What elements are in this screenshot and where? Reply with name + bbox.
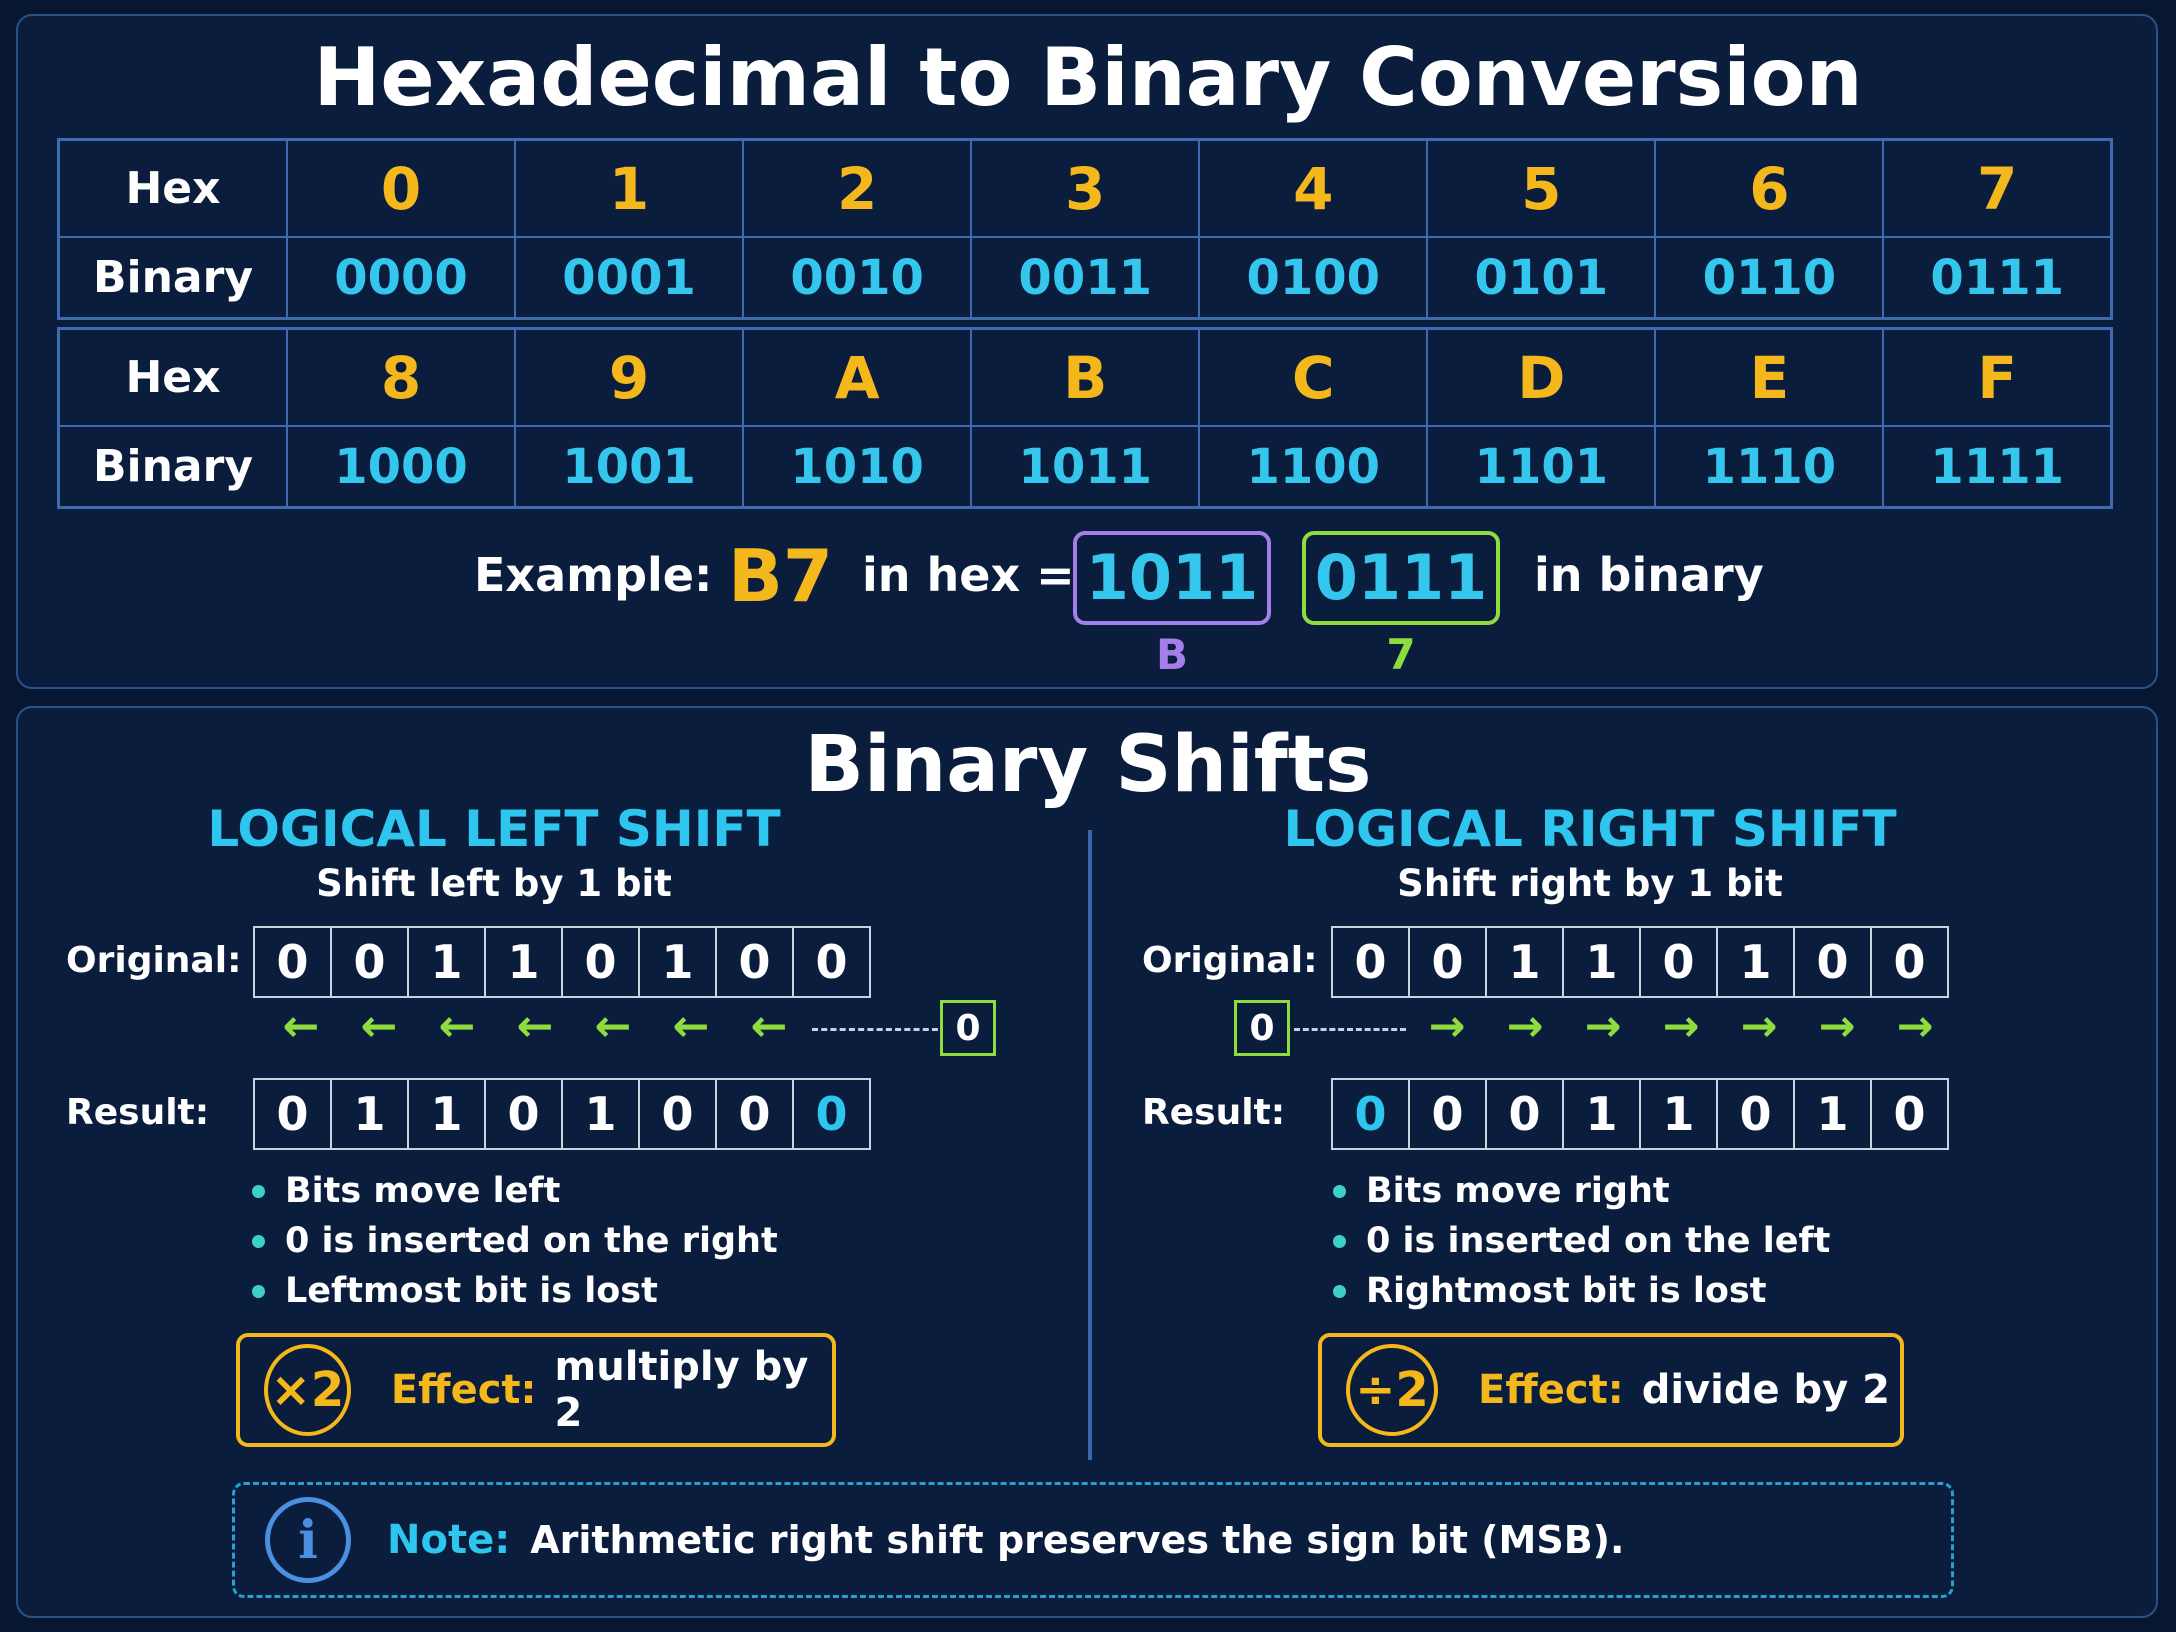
bullet-icon: [252, 1235, 265, 1248]
bullet-icon: [1333, 1235, 1346, 1248]
nibble-7-caption: 7: [1386, 630, 1416, 679]
binary-value: 1110: [1655, 426, 1883, 507]
hex-digit: 7: [1883, 140, 2111, 238]
page-title: Hexadecimal to Binary Conversion: [313, 31, 1863, 124]
example-label: Example:: [474, 548, 713, 602]
effect-label: Effect:: [390, 1367, 537, 1413]
bit-cell: 1: [1639, 1078, 1718, 1150]
bit-cell: 0: [1485, 1078, 1564, 1150]
arrow-right-icon: →: [1584, 1001, 1622, 1052]
right-shift-notes: [1333, 1166, 1830, 1316]
left-original-bits: [253, 926, 871, 998]
left-result-label: Result:: [66, 1092, 210, 1133]
bullet-icon: [1333, 1185, 1346, 1198]
bit-cell: 0: [1408, 926, 1487, 998]
bullet-icon: [252, 1285, 265, 1298]
binary-value: 0100: [1199, 237, 1427, 318]
bit-cell: 0: [792, 926, 871, 998]
list-item: [1333, 1166, 1830, 1216]
arrow-left-icon: ←: [360, 1001, 398, 1052]
hex-digit: 2: [743, 140, 971, 238]
right-result-label: Result:: [1142, 1092, 1286, 1133]
list-item: [1333, 1266, 1830, 1316]
info-icon: i: [265, 1497, 351, 1583]
note-label: Note:: [387, 1517, 511, 1563]
example-tail-text: in binary: [1534, 548, 1764, 602]
hex-digit: E: [1655, 329, 1883, 427]
right-inserted-bit: 0: [1234, 1000, 1290, 1056]
right-insert-dash: [1294, 1028, 1406, 1031]
hex-digit: 6: [1655, 140, 1883, 238]
bit-cell: 0: [1870, 1078, 1949, 1150]
right-effect-box: [1318, 1333, 1904, 1447]
binary-value: 0010: [743, 237, 971, 318]
bit-cell: 0: [1331, 926, 1410, 998]
arrow-left-icon: ←: [672, 1001, 710, 1052]
arrow-right-icon: →: [1662, 1001, 1700, 1052]
left-insert-dash: [812, 1028, 938, 1031]
note-text: Arithmetic right shift preserves the sign bit (MSB).: [530, 1518, 1625, 1562]
note-text: Bits move right: [1366, 1171, 1670, 1211]
right-shift-arrows: [1408, 1002, 1954, 1052]
hex-digit: B: [971, 329, 1199, 427]
note-box: [232, 1482, 1954, 1598]
bit-cell: 1: [1793, 1078, 1872, 1150]
binary-value: 0110: [1655, 237, 1883, 318]
right-result-bits: [1331, 1078, 1949, 1150]
binary-value: 0000: [287, 237, 515, 318]
left-effect-box: [236, 1333, 836, 1447]
hex-binary-table-8-f: [57, 327, 2113, 509]
list-item: [1333, 1216, 1830, 1266]
arrow-right-icon: →: [1428, 1001, 1466, 1052]
binary-value: 0011: [971, 237, 1199, 318]
bit-cell: 1: [1562, 1078, 1641, 1150]
binary-value: 0101: [1427, 237, 1655, 318]
example-hex-value: B7: [728, 534, 833, 618]
bit-cell: 0: [330, 926, 409, 998]
left-shift-title: LOGICAL LEFT SHIFT: [207, 800, 781, 858]
bit-cell: 0: [1870, 926, 1949, 998]
note-text: Bits move left: [285, 1171, 561, 1211]
multiply-icon: ×2: [264, 1344, 351, 1436]
list-item: [252, 1166, 778, 1216]
arrow-right-icon: →: [1506, 1001, 1544, 1052]
effect-text: multiply by 2: [554, 1344, 809, 1436]
binary-row-label: Binary: [59, 426, 288, 507]
binary-value: 1001: [515, 426, 743, 507]
arrow-right-icon: →: [1818, 1001, 1856, 1052]
arrow-left-icon: ←: [516, 1001, 554, 1052]
binary-value: 1111: [1883, 426, 2111, 507]
bit-cell: 0: [715, 1078, 794, 1150]
bit-cell: 0: [561, 926, 640, 998]
list-item: [252, 1216, 778, 1266]
note-text: 0 is inserted on the right: [285, 1221, 778, 1261]
effect-label: Effect:: [1478, 1367, 1624, 1413]
bullet-icon: [1333, 1285, 1346, 1298]
left-shift-subtitle: Shift left by 1 bit: [316, 862, 672, 905]
right-shift-title: LOGICAL RIGHT SHIFT: [1283, 800, 1897, 858]
arrow-right-icon: →: [1896, 1001, 1934, 1052]
bullet-icon: [252, 1185, 265, 1198]
shifts-title: Binary Shifts: [804, 720, 1372, 810]
hex-row-label: Hex: [59, 329, 288, 427]
binary-value: 1101: [1427, 426, 1655, 507]
arrow-left-icon: ←: [594, 1001, 632, 1052]
list-item: [252, 1266, 778, 1316]
section-divider: [1088, 830, 1092, 1460]
hex-digit: 0: [287, 140, 515, 238]
bit-cell: 1: [638, 926, 717, 998]
bit-cell: 1: [561, 1078, 640, 1150]
example-middle-text: in hex =: [862, 548, 1075, 602]
left-inserted-bit: 0: [940, 1000, 996, 1056]
inserted-bit-cell: 0: [1331, 1078, 1410, 1150]
left-shift-arrows: [262, 1002, 808, 1052]
divide-icon: ÷2: [1346, 1344, 1438, 1436]
bit-cell: 0: [638, 1078, 717, 1150]
hex-digit: 5: [1427, 140, 1655, 238]
bit-cell: 0: [484, 1078, 563, 1150]
left-result-bits: [253, 1078, 871, 1150]
binary-value: 1100: [1199, 426, 1427, 507]
bit-cell: 0: [1793, 926, 1872, 998]
binary-value: 0001: [515, 237, 743, 318]
bit-cell: 1: [407, 926, 486, 998]
binary-value: 1010: [743, 426, 971, 507]
arrow-left-icon: ←: [750, 1001, 788, 1052]
inserted-bit-cell: 0: [792, 1078, 871, 1150]
note-text: Rightmost bit is lost: [1366, 1271, 1767, 1311]
hex-digit: D: [1427, 329, 1655, 427]
hex-digit: 9: [515, 329, 743, 427]
hex-digit: 3: [971, 140, 1199, 238]
binary-row-label: Binary: [59, 237, 288, 318]
bit-cell: 1: [484, 926, 563, 998]
hex-digit: 8: [287, 329, 515, 427]
bit-cell: 1: [1485, 926, 1564, 998]
arrow-left-icon: ←: [282, 1001, 320, 1052]
hex-digit: 1: [515, 140, 743, 238]
hex-binary-table-0-7: [57, 138, 2113, 320]
nibble-7-box: 0111: [1302, 531, 1500, 625]
nibble-b-caption: B: [1155, 630, 1188, 679]
right-shift-subtitle: Shift right by 1 bit: [1397, 862, 1783, 905]
arrow-left-icon: ←: [438, 1001, 476, 1052]
bit-cell: 0: [253, 1078, 332, 1150]
hex-row-label: Hex: [59, 140, 288, 238]
hex-digit: C: [1199, 329, 1427, 427]
binary-value: 1011: [971, 426, 1199, 507]
binary-value: 1000: [287, 426, 515, 507]
note-text: 0 is inserted on the left: [1366, 1221, 1831, 1261]
hex-digit: 4: [1199, 140, 1427, 238]
bit-cell: 0: [1716, 1078, 1795, 1150]
note-text: Leftmost bit is lost: [285, 1271, 658, 1311]
nibble-b-box: 1011: [1073, 531, 1271, 625]
bit-cell: 0: [715, 926, 794, 998]
bit-cell: 0: [1408, 1078, 1487, 1150]
bit-cell: 1: [1716, 926, 1795, 998]
bit-cell: 1: [330, 1078, 409, 1150]
bit-cell: 0: [1639, 926, 1718, 998]
arrow-right-icon: →: [1740, 1001, 1778, 1052]
hex-digit: A: [743, 329, 971, 427]
right-original-label: Original:: [1142, 940, 1318, 981]
bit-cell: 1: [1562, 926, 1641, 998]
binary-value: 0111: [1883, 237, 2111, 318]
bit-cell: 1: [407, 1078, 486, 1150]
left-original-label: Original:: [66, 940, 242, 981]
bit-cell: 0: [253, 926, 332, 998]
right-original-bits: [1331, 926, 1949, 998]
hex-digit: F: [1883, 329, 2111, 427]
effect-text: divide by 2: [1641, 1367, 1890, 1413]
left-shift-notes: [252, 1166, 778, 1316]
